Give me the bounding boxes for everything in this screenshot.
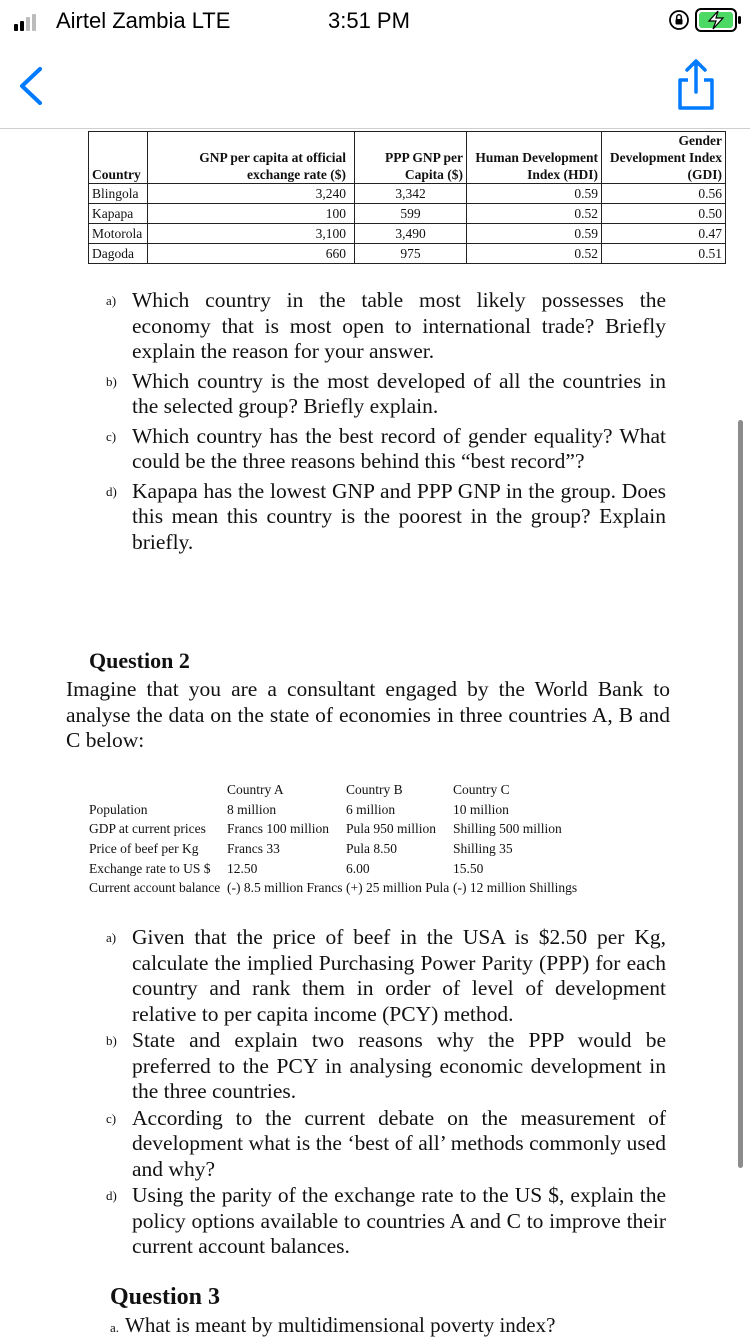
table-cell: 0.50 <box>602 204 726 224</box>
question3-heading: Question 3 <box>110 1284 221 1310</box>
table-header: Country A <box>227 782 284 797</box>
table-cell: Pula 8.50 <box>346 841 398 857</box>
table-cell: 599 <box>355 204 467 224</box>
table-cell: Kapapa <box>89 204 148 224</box>
table-cell: 0.47 <box>602 224 726 244</box>
table-row <box>89 224 726 244</box>
table-cell: Exchange rate to US $ <box>89 860 211 876</box>
table-header-row <box>89 132 726 184</box>
table-cell: (-) 8.5 million Francs <box>227 880 343 896</box>
table-cell: Shilling 500 million <box>453 821 562 837</box>
table-cell: 15.50 <box>453 860 484 876</box>
question-item <box>106 288 666 365</box>
table-cell: 660 <box>148 244 355 264</box>
table-header: Gender Development Index (GDI) <box>602 132 726 184</box>
table-cell: 0.52 <box>467 204 602 224</box>
item-marker: d) <box>106 483 117 499</box>
table-cell: (+) 25 million Pula <box>346 880 450 896</box>
table-cell: 8 million <box>227 801 277 817</box>
item-marker: b) <box>106 373 117 389</box>
table-cell: 3,342 <box>355 184 467 204</box>
table-cell: 975 <box>355 244 467 264</box>
item-marker: a. <box>110 1320 120 1335</box>
table-cell: Current account balance <box>89 880 221 896</box>
question-item <box>106 1106 666 1183</box>
item-marker: d) <box>106 1188 117 1203</box>
item-marker: c) <box>106 428 117 444</box>
table-cell: Pula 950 million <box>346 821 437 837</box>
table-cell: 6.00 <box>346 860 370 876</box>
share-icon[interactable] <box>672 58 720 112</box>
table-header: Country C <box>453 782 510 797</box>
table-header: PPP GNP per Capita ($) <box>355 132 467 184</box>
question-item <box>106 479 666 556</box>
table-cell: 3,100 <box>148 224 355 244</box>
question1-list <box>106 288 666 555</box>
table-cell: 0.59 <box>467 224 602 244</box>
table-cell: GDP at current prices <box>89 821 206 837</box>
table-cell: Francs 33 <box>227 841 280 857</box>
question-item <box>106 925 666 1027</box>
indicators-table <box>88 131 726 264</box>
question-text: Which country in the table most likely possesses the economy that is most open to international trade? Briefly explain the reason for your answer. <box>132 288 666 363</box>
table-header: GNP per capita at official exchange rate ($) <box>148 132 355 184</box>
table-header: Human Development Index (HDI) <box>467 132 602 184</box>
orientation-lock-icon <box>668 9 690 31</box>
table-cell: Blingola <box>89 184 148 204</box>
table-cell: 0.51 <box>602 244 726 264</box>
table-header: Country <box>89 132 148 184</box>
question2-heading: Question 2 <box>89 648 190 673</box>
scrollbar[interactable] <box>738 420 743 1168</box>
question-item <box>106 369 666 420</box>
table-cell: Population <box>89 801 148 817</box>
status-bar <box>0 0 750 44</box>
table-cell: (-) 12 million Shillings <box>453 880 578 896</box>
carrier-label: Airtel Zambia LTE <box>56 8 231 33</box>
table-header: Country B <box>346 782 403 797</box>
nav-bar <box>0 44 750 129</box>
question-text: Kapapa has the lowest GNP and PPP GNP in the group. Does this mean this country is the poorest in the group? Explain briefly. <box>132 478 666 554</box>
question-item <box>106 1183 666 1260</box>
table-cell: Dagoda <box>89 244 148 264</box>
question-item <box>106 1028 666 1105</box>
table-cell: 100 <box>148 204 355 224</box>
signal-icon <box>14 14 36 31</box>
question-text: Given that the price of beef in the USA is $2.50 per Kg, calculate the implied Purchasing Power Parity (PPP) for each country and rank them in order of level of development relative to per capita income (PCY) method. <box>132 925 666 1026</box>
table-cell: 10 million <box>453 801 509 817</box>
question2-intro: Imagine that you are a consultant engaged by the World Bank to analyse the data on the state of economies in three countries A, B and C below: <box>66 677 670 752</box>
table-cell: 6 million <box>346 801 396 817</box>
item-marker: b) <box>106 1033 117 1048</box>
question-text: According to the current debate on the measurement of development what is the ‘best of all’ methods commonly used and why? <box>132 1105 666 1181</box>
table-cell: 0.52 <box>467 244 602 264</box>
question-text: Using the parity of the exchange rate to the US $, explain the policy options available to countries A and C to improve their current account balances. <box>132 1183 666 1258</box>
question-item <box>106 424 666 475</box>
item-marker: a) <box>106 930 117 945</box>
table-cell: 0.56 <box>602 184 726 204</box>
question-text: What is meant by multidimensional poverty index? <box>125 1313 556 1337</box>
table-cell: Francs 100 million <box>227 821 329 837</box>
item-marker: c) <box>106 1110 117 1126</box>
battery-charging-icon <box>695 8 743 32</box>
table-cell: 12.50 <box>227 860 258 876</box>
question3-part-a <box>110 1313 555 1338</box>
table-row <box>89 204 726 224</box>
table-cell: 3,240 <box>148 184 355 204</box>
table-row <box>89 244 726 264</box>
table-row <box>89 184 726 204</box>
question-text: Which country is the most developed of all the countries in the selected group? Briefly explain. <box>132 368 666 418</box>
clock: 3:51 PM <box>328 8 410 33</box>
table-cell: Price of beef per Kg <box>89 841 199 857</box>
question-text: State and explain two reasons why the PPP would be preferred to the PCY in analysing economic development in the three countries. <box>132 1028 666 1103</box>
question2-parts <box>106 925 666 1260</box>
table-cell: Shilling 35 <box>453 841 513 857</box>
table-cell: 3,490 <box>355 224 467 244</box>
table-cell: 0.59 <box>467 184 602 204</box>
chevron-left-icon[interactable] <box>14 66 48 106</box>
question-text: Which country has the best record of gender equality? What could be the three reasons behind this “best record”? <box>132 423 666 473</box>
table-cell: Motorola <box>89 224 148 244</box>
item-marker: a) <box>106 293 117 308</box>
